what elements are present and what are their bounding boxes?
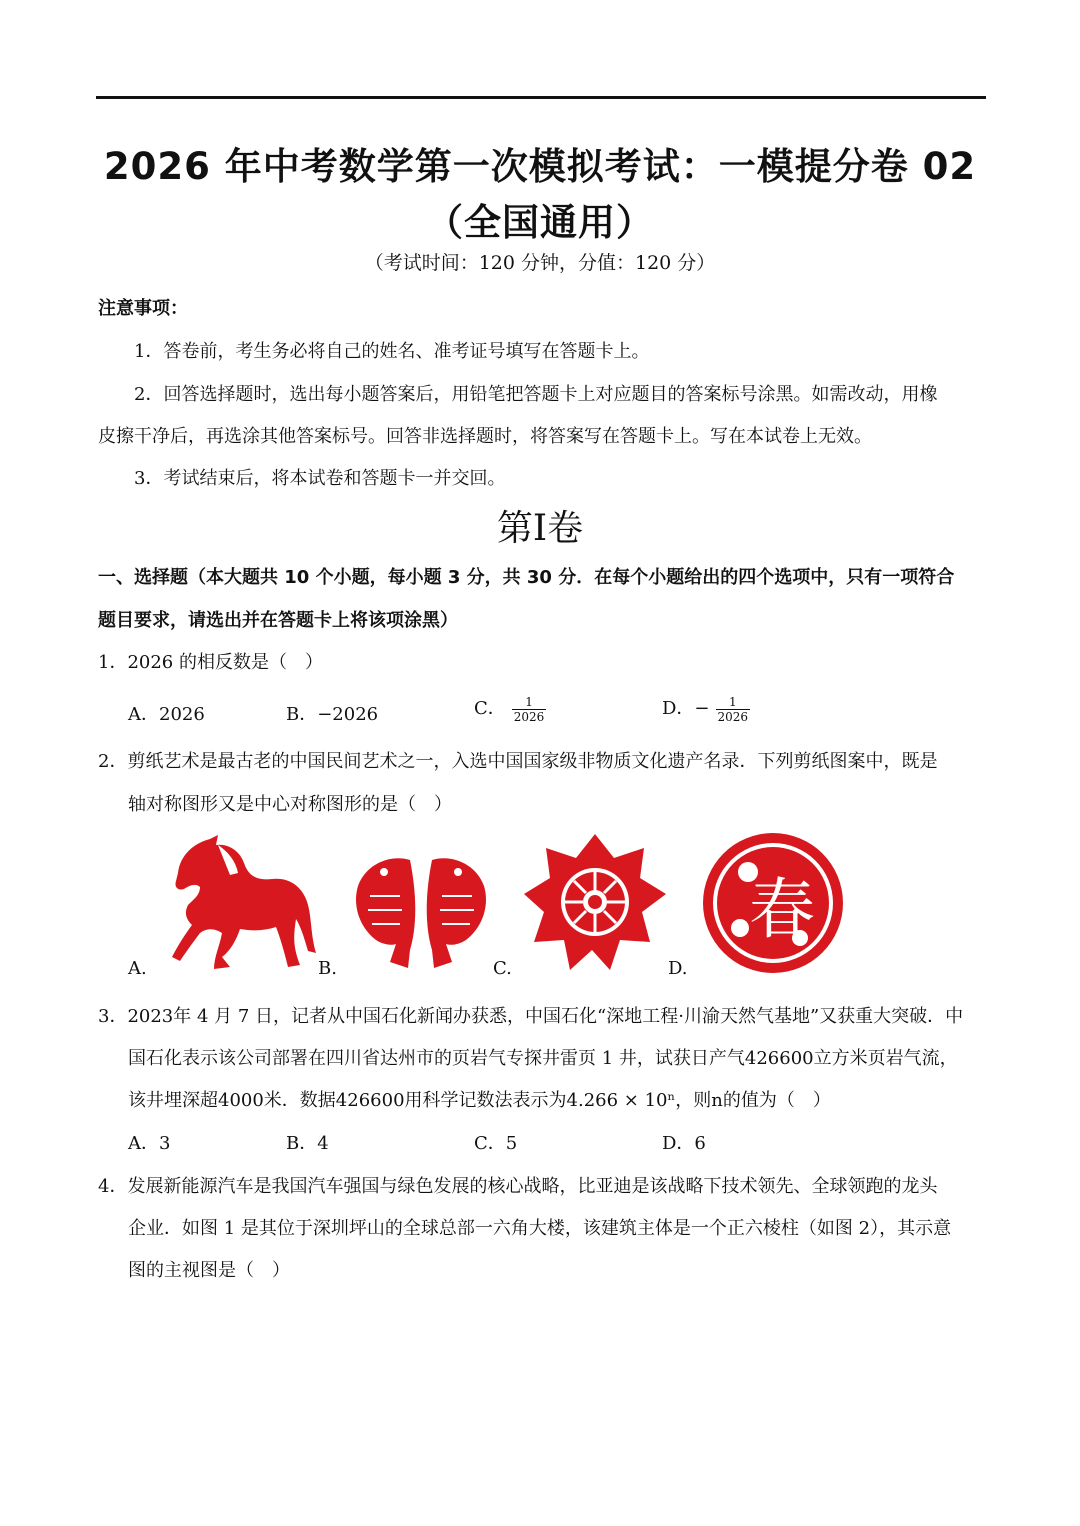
q1-option-d-label: D．−: [662, 698, 710, 719]
top-rule: [96, 96, 986, 99]
flower-silhouette: [524, 834, 666, 970]
notice-heading: 注意事项：: [98, 298, 188, 319]
q3-stem-line3: 该井埋深超4000米．数据426600用科学记数法表示为4.266 × 10ⁿ，则n的值为（ ）: [128, 1090, 831, 1111]
q3-option-d: D．6: [662, 1133, 706, 1154]
q2-stem-line2: 轴对称图形又是中心对称图形的是（ ）: [128, 794, 452, 815]
q1-option-c: [474, 694, 546, 724]
notice-item-2-line1: 2．回答选择题时，选出每小题答案后，用铅笔把答题卡上对应题目的答案标号涂黑。如需改动，用橡: [134, 384, 938, 405]
section-title: 第Ⅰ卷: [496, 508, 584, 549]
papercut-flower-figure: [522, 832, 668, 974]
papercut-spring-figure: [700, 832, 846, 974]
notice-item-1: 1．答卷前，考生务必将自己的姓名、准考证号填写在答题卡上。: [134, 341, 650, 362]
fish-silhouette-left: [356, 858, 415, 968]
fish-silhouette-right: [427, 858, 486, 968]
q1-option-c-denominator: 2026: [513, 709, 545, 724]
q3-option-b: B．4: [286, 1133, 329, 1154]
q1-option-c-numerator: 1: [525, 694, 533, 709]
q4-stem-line1: 4．发展新能源汽车是我国汽车强国与绿色发展的核心战略，比亚迪是该战略下技术领先、全球领跑的龙头: [98, 1176, 938, 1197]
papercut-horse-figure: [160, 833, 320, 973]
q2-stem-line1: 2．剪纸艺术是最古老的中国民间艺术之一，入选中国国家级非物质文化遗产名录．下列剪纸图案中，既是: [98, 751, 938, 772]
q1-option-d: [662, 694, 750, 724]
q1-option-d-numerator: 1: [728, 694, 737, 709]
q1-option-a: A．2026: [128, 704, 205, 725]
papercut-fish-figure: [350, 850, 492, 970]
exam-title-line2: （全国通用）: [426, 201, 654, 244]
q3-stem-line1: 3．2023年 4 月 7 日，记者从中国石化新闻办获悉，中国石化“深地工程·川渝天然气基地”又获重大突破．中: [98, 1006, 964, 1027]
notice-item-3: 3．考试结束后，将本试卷和答题卡一并交回。: [134, 468, 506, 489]
exam-subtitle: （考试时间：120 分钟，分值：120 分）: [364, 252, 716, 274]
q1-option-d-fraction: [716, 695, 751, 724]
q2-label-a: A.: [128, 958, 147, 979]
q4-stem-line2: 企业．如图 1 是其位于深圳坪山的全球总部一六角大楼，该建筑主体是一个正六棱柱（如图 2），其示意: [128, 1218, 952, 1239]
spring-character: 春: [749, 871, 815, 948]
q2-label-c: C.: [493, 958, 512, 979]
q1-stem: 1．2026 的相反数是（ ）: [98, 652, 323, 673]
q1-option-b: B．−2026: [286, 704, 379, 725]
q1-option-d-denominator: 2026: [717, 709, 749, 724]
q2-label-d: D.: [668, 958, 688, 979]
q2-label-b: B.: [318, 958, 337, 979]
part1-instruction-line1: 一、选择题（本大题共 10 个小题，每小题 3 分，共 30 分．在每个小题给出的四个选项中，只有一项符合: [98, 567, 955, 588]
q1-option-c-label: C．: [474, 698, 506, 719]
notice-item-2-line2: 皮擦干净后，再选涂其他答案标号。回答非选择题时，将答案写在答题卡上。写在本试卷上无效。: [98, 426, 872, 447]
q3-option-c: C．5: [474, 1133, 518, 1154]
horse-silhouette: [172, 835, 316, 969]
q3-option-a: A．3: [128, 1133, 171, 1154]
q4-stem-line3: 图的主视图是（ ）: [128, 1260, 290, 1281]
q1-option-c-fraction: [512, 695, 547, 724]
exam-title-line1: 2026 年中考数学第一次模拟考试：一模提分卷 02: [103, 145, 977, 188]
part1-instruction-line2: 题目要求，请选出并在答题卡上将该项涂黑）: [98, 610, 458, 631]
q3-stem-line2: 国石化表示该公司部署在四川省达州市的页岩气专探井雷页 1 井，试获日产气426600立方米页岩气流，: [128, 1048, 958, 1069]
